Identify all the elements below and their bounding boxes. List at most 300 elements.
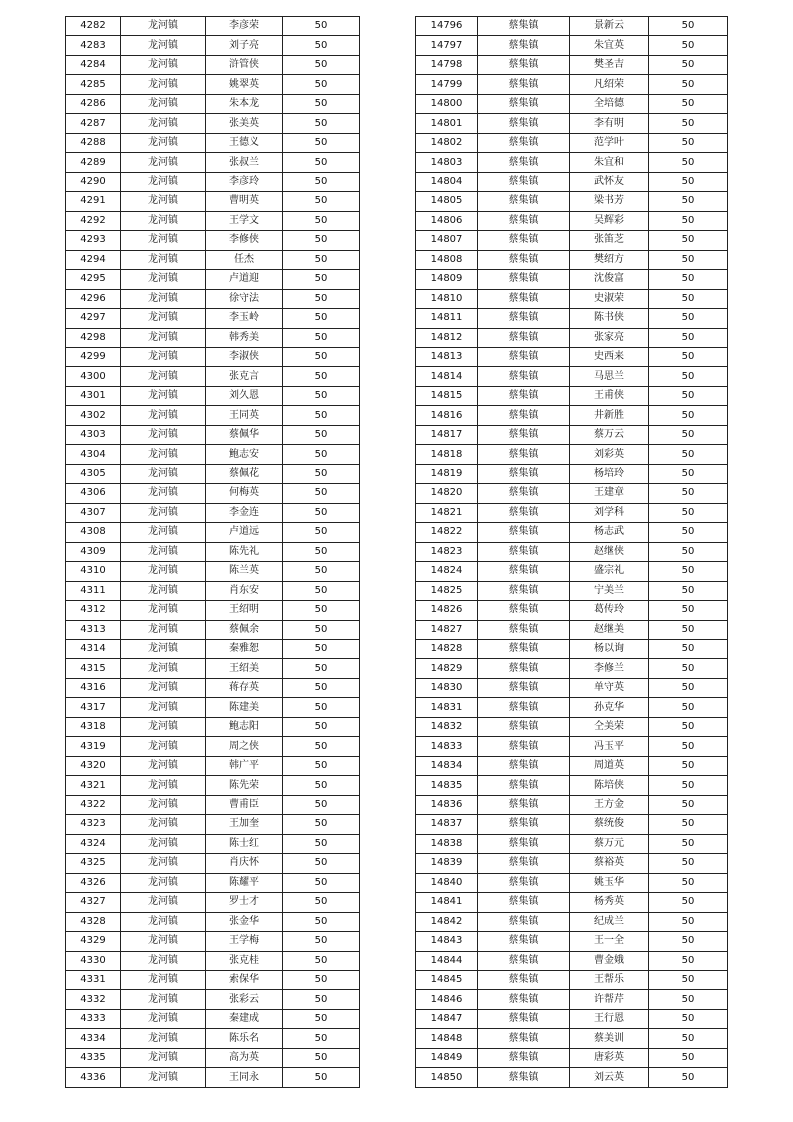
- table-row: [66, 1029, 360, 1048]
- person-name-cell: 仝美荣: [570, 717, 649, 736]
- amount-cell: 50: [283, 717, 360, 736]
- amount-cell: 50: [649, 94, 728, 113]
- town-cell: 蔡集镇: [478, 912, 570, 931]
- amount-cell: 50: [283, 192, 360, 211]
- town-cell: 蔡集镇: [478, 932, 570, 951]
- town-cell: 蔡集镇: [478, 484, 570, 503]
- serial-number-cell: 14813: [416, 347, 478, 366]
- town-cell: 蔡集镇: [478, 464, 570, 483]
- person-name-cell: 蔡美训: [570, 1029, 649, 1048]
- town-cell: 蔡集镇: [478, 367, 570, 386]
- amount-cell: 50: [649, 698, 728, 717]
- serial-number-cell: 14846: [416, 990, 478, 1009]
- town-cell: 蔡集镇: [478, 1029, 570, 1048]
- table-row: [66, 737, 360, 756]
- town-cell: 龙河镇: [121, 795, 206, 814]
- serial-number-cell: 14847: [416, 1009, 478, 1028]
- town-cell: 龙河镇: [121, 270, 206, 289]
- town-cell: 龙河镇: [121, 192, 206, 211]
- town-cell: 蔡集镇: [478, 523, 570, 542]
- person-name-cell: 周之侠: [206, 737, 283, 756]
- serial-number-cell: 4310: [66, 562, 121, 581]
- serial-number-cell: 14823: [416, 542, 478, 561]
- serial-number-cell: 4314: [66, 640, 121, 659]
- table-row: [416, 503, 728, 522]
- table-row: [66, 854, 360, 873]
- serial-number-cell: 4317: [66, 698, 121, 717]
- table-row: [416, 640, 728, 659]
- amount-cell: 50: [283, 153, 360, 172]
- person-name-cell: 张家亮: [570, 328, 649, 347]
- table-row: [416, 464, 728, 483]
- serial-number-cell: 4296: [66, 289, 121, 308]
- amount-cell: 50: [649, 932, 728, 951]
- town-cell: 蔡集镇: [478, 854, 570, 873]
- town-cell: 蔡集镇: [478, 192, 570, 211]
- person-name-cell: 杨以询: [570, 640, 649, 659]
- serial-number-cell: 4312: [66, 601, 121, 620]
- person-name-cell: 高为英: [206, 1048, 283, 1067]
- person-name-cell: 浒管侠: [206, 55, 283, 74]
- person-name-cell: 朱本龙: [206, 94, 283, 113]
- table-row: [66, 795, 360, 814]
- table-row: [416, 1048, 728, 1067]
- table-row: [66, 776, 360, 795]
- table-row: [66, 503, 360, 522]
- serial-number-cell: 4321: [66, 776, 121, 795]
- serial-number-cell: 14798: [416, 55, 478, 74]
- town-cell: 龙河镇: [121, 367, 206, 386]
- person-name-cell: 王建章: [570, 484, 649, 503]
- table-row: [66, 347, 360, 366]
- person-name-cell: 马思兰: [570, 367, 649, 386]
- town-cell: 龙河镇: [121, 36, 206, 55]
- town-cell: 蔡集镇: [478, 795, 570, 814]
- amount-cell: 50: [283, 1048, 360, 1067]
- town-cell: 龙河镇: [121, 133, 206, 152]
- town-cell: 蔡集镇: [478, 990, 570, 1009]
- table-row: [66, 893, 360, 912]
- person-name-cell: 王学文: [206, 211, 283, 230]
- amount-cell: 50: [649, 990, 728, 1009]
- serial-number-cell: 14840: [416, 873, 478, 892]
- amount-cell: 50: [283, 1029, 360, 1048]
- amount-cell: 50: [283, 562, 360, 581]
- serial-number-cell: 4291: [66, 192, 121, 211]
- amount-cell: 50: [649, 1029, 728, 1048]
- amount-cell: 50: [649, 756, 728, 775]
- town-cell: 龙河镇: [121, 231, 206, 250]
- serial-number-cell: 4320: [66, 756, 121, 775]
- serial-number-cell: 4308: [66, 523, 121, 542]
- person-name-cell: 王学梅: [206, 932, 283, 951]
- amount-cell: 50: [649, 445, 728, 464]
- amount-cell: 50: [649, 36, 728, 55]
- serial-number-cell: 14799: [416, 75, 478, 94]
- person-name-cell: 杨培玲: [570, 464, 649, 483]
- table-row: [66, 834, 360, 853]
- person-name-cell: 肖庆怀: [206, 854, 283, 873]
- person-name-cell: 卢道远: [206, 523, 283, 542]
- town-cell: 蔡集镇: [478, 231, 570, 250]
- table-row: [66, 94, 360, 113]
- amount-cell: 50: [283, 970, 360, 989]
- amount-cell: 50: [283, 133, 360, 152]
- person-name-cell: 陈士红: [206, 834, 283, 853]
- town-cell: 蔡集镇: [478, 445, 570, 464]
- serial-number-cell: 4330: [66, 951, 121, 970]
- serial-number-cell: 14848: [416, 1029, 478, 1048]
- amount-cell: 50: [649, 75, 728, 94]
- table-row: [66, 698, 360, 717]
- person-name-cell: 单守英: [570, 678, 649, 697]
- serial-number-cell: 4295: [66, 270, 121, 289]
- serial-number-cell: 14829: [416, 659, 478, 678]
- person-name-cell: 王加奎: [206, 815, 283, 834]
- table-row: [416, 970, 728, 989]
- serial-number-cell: 14831: [416, 698, 478, 717]
- serial-number-cell: 14807: [416, 231, 478, 250]
- table-row: [66, 250, 360, 269]
- person-name-cell: 刘久恩: [206, 386, 283, 405]
- serial-number-cell: 4327: [66, 893, 121, 912]
- amount-cell: 50: [649, 289, 728, 308]
- town-cell: 龙河镇: [121, 172, 206, 191]
- person-name-cell: 任杰: [206, 250, 283, 269]
- person-name-cell: 张叔兰: [206, 153, 283, 172]
- serial-number-cell: 14805: [416, 192, 478, 211]
- amount-cell: 50: [649, 776, 728, 795]
- town-cell: 龙河镇: [121, 250, 206, 269]
- amount-cell: 50: [283, 678, 360, 697]
- table-row: [416, 17, 728, 36]
- amount-cell: 50: [649, 815, 728, 834]
- serial-number-cell: 14808: [416, 250, 478, 269]
- person-name-cell: 周道英: [570, 756, 649, 775]
- person-name-cell: 冯玉平: [570, 737, 649, 756]
- table-row: [416, 484, 728, 503]
- person-name-cell: 刘子亮: [206, 36, 283, 55]
- table-row: [416, 94, 728, 113]
- serial-number-cell: 14815: [416, 386, 478, 405]
- town-cell: 蔡集镇: [478, 815, 570, 834]
- amount-cell: 50: [649, 17, 728, 36]
- person-name-cell: 许帮芹: [570, 990, 649, 1009]
- table-row: [66, 542, 360, 561]
- serial-number-cell: 4299: [66, 347, 121, 366]
- person-name-cell: 张克桂: [206, 951, 283, 970]
- town-cell: 蔡集镇: [478, 94, 570, 113]
- person-name-cell: 刘彩英: [570, 445, 649, 464]
- town-cell: 蔡集镇: [478, 347, 570, 366]
- person-name-cell: 张美英: [206, 114, 283, 133]
- town-cell: 蔡集镇: [478, 1048, 570, 1067]
- amount-cell: 50: [649, 542, 728, 561]
- amount-cell: 50: [649, 854, 728, 873]
- table-row: [416, 55, 728, 74]
- table-row: [416, 951, 728, 970]
- person-name-cell: 沈俊富: [570, 270, 649, 289]
- town-cell: 龙河镇: [121, 523, 206, 542]
- table-row: [416, 367, 728, 386]
- serial-number-cell: 4289: [66, 153, 121, 172]
- town-cell: 蔡集镇: [478, 834, 570, 853]
- town-cell: 龙河镇: [121, 503, 206, 522]
- town-cell: 龙河镇: [121, 328, 206, 347]
- serial-number-cell: 4313: [66, 620, 121, 639]
- serial-number-cell: 14814: [416, 367, 478, 386]
- person-name-cell: 盛宗礼: [570, 562, 649, 581]
- serial-number-cell: 14832: [416, 717, 478, 736]
- person-name-cell: 韩秀美: [206, 328, 283, 347]
- table-row: [416, 231, 728, 250]
- amount-cell: 50: [283, 484, 360, 503]
- town-cell: 龙河镇: [121, 990, 206, 1009]
- table-row: [66, 912, 360, 931]
- serial-number-cell: 14841: [416, 893, 478, 912]
- serial-number-cell: 4329: [66, 932, 121, 951]
- serial-number-cell: 4324: [66, 834, 121, 853]
- person-name-cell: 凡绍荣: [570, 75, 649, 94]
- town-cell: 蔡集镇: [478, 1009, 570, 1028]
- serial-number-cell: 4292: [66, 211, 121, 230]
- table-row: [416, 717, 728, 736]
- amount-cell: 50: [649, 192, 728, 211]
- town-cell: 龙河镇: [121, 601, 206, 620]
- serial-number-cell: 14827: [416, 620, 478, 639]
- town-cell: 龙河镇: [121, 542, 206, 561]
- town-cell: 蔡集镇: [478, 951, 570, 970]
- town-cell: 蔡集镇: [478, 55, 570, 74]
- table-row: [66, 386, 360, 405]
- table-row: [416, 328, 728, 347]
- town-cell: 龙河镇: [121, 562, 206, 581]
- table-row: [66, 990, 360, 1009]
- table-row: [66, 717, 360, 736]
- town-cell: 龙河镇: [121, 640, 206, 659]
- amount-cell: 50: [649, 406, 728, 425]
- amount-cell: 50: [283, 367, 360, 386]
- amount-cell: 50: [649, 114, 728, 133]
- amount-cell: 50: [649, 678, 728, 697]
- amount-cell: 50: [649, 386, 728, 405]
- amount-cell: 50: [283, 172, 360, 191]
- amount-cell: 50: [649, 153, 728, 172]
- town-cell: 蔡集镇: [478, 328, 570, 347]
- town-cell: 蔡集镇: [478, 678, 570, 697]
- amount-cell: 50: [283, 893, 360, 912]
- table-row: [416, 406, 728, 425]
- serial-number-cell: 14828: [416, 640, 478, 659]
- amount-cell: 50: [649, 328, 728, 347]
- person-name-cell: 曹明英: [206, 192, 283, 211]
- serial-number-cell: 4311: [66, 581, 121, 600]
- serial-number-cell: 14822: [416, 523, 478, 542]
- amount-cell: 50: [649, 211, 728, 230]
- table-row: [416, 425, 728, 444]
- table-row: [66, 484, 360, 503]
- amount-cell: 50: [649, 133, 728, 152]
- table-row: [416, 756, 728, 775]
- person-name-cell: 张金华: [206, 912, 283, 931]
- person-name-cell: 蔡佩华: [206, 425, 283, 444]
- town-cell: 蔡集镇: [478, 114, 570, 133]
- town-cell: 蔡集镇: [478, 659, 570, 678]
- town-cell: 龙河镇: [121, 893, 206, 912]
- town-cell: 龙河镇: [121, 425, 206, 444]
- town-cell: 蔡集镇: [478, 503, 570, 522]
- table-row: [66, 55, 360, 74]
- person-name-cell: 张笛芝: [570, 231, 649, 250]
- serial-number-cell: 14849: [416, 1048, 478, 1067]
- person-name-cell: 蔡佩花: [206, 464, 283, 483]
- serial-number-cell: 4328: [66, 912, 121, 931]
- serial-number-cell: 4288: [66, 133, 121, 152]
- serial-number-cell: 4303: [66, 425, 121, 444]
- person-name-cell: 宁美兰: [570, 581, 649, 600]
- table-row: [66, 75, 360, 94]
- town-cell: 龙河镇: [121, 1048, 206, 1067]
- table-row: [66, 172, 360, 191]
- amount-cell: 50: [283, 425, 360, 444]
- amount-cell: 50: [649, 503, 728, 522]
- table-row: [416, 192, 728, 211]
- serial-number-cell: 4297: [66, 309, 121, 328]
- amount-cell: 50: [283, 328, 360, 347]
- town-cell: 龙河镇: [121, 17, 206, 36]
- table-row: [416, 347, 728, 366]
- town-cell: 蔡集镇: [478, 386, 570, 405]
- person-name-cell: 蒋存英: [206, 678, 283, 697]
- person-name-cell: 秦建成: [206, 1009, 283, 1028]
- serial-number-cell: 4285: [66, 75, 121, 94]
- left-roster-table: [65, 16, 360, 1088]
- table-row: [66, 309, 360, 328]
- table-row: [416, 620, 728, 639]
- person-name-cell: 陈兰英: [206, 562, 283, 581]
- serial-number-cell: 14806: [416, 211, 478, 230]
- amount-cell: 50: [649, 464, 728, 483]
- town-cell: 蔡集镇: [478, 425, 570, 444]
- amount-cell: 50: [283, 1068, 360, 1087]
- town-cell: 龙河镇: [121, 873, 206, 892]
- serial-number-cell: 14825: [416, 581, 478, 600]
- town-cell: 蔡集镇: [478, 970, 570, 989]
- table-row: [66, 231, 360, 250]
- town-cell: 蔡集镇: [478, 289, 570, 308]
- town-cell: 蔡集镇: [478, 620, 570, 639]
- person-name-cell: 蔡统俊: [570, 815, 649, 834]
- amount-cell: 50: [649, 893, 728, 912]
- town-cell: 龙河镇: [121, 581, 206, 600]
- table-row: [66, 932, 360, 951]
- town-cell: 蔡集镇: [478, 893, 570, 912]
- amount-cell: 50: [649, 795, 728, 814]
- serial-number-cell: 14818: [416, 445, 478, 464]
- town-cell: 蔡集镇: [478, 1068, 570, 1087]
- town-cell: 龙河镇: [121, 94, 206, 113]
- serial-number-cell: 4334: [66, 1029, 121, 1048]
- serial-number-cell: 4287: [66, 114, 121, 133]
- person-name-cell: 李有明: [570, 114, 649, 133]
- person-name-cell: 韩广平: [206, 756, 283, 775]
- person-name-cell: 唐彩英: [570, 1048, 649, 1067]
- table-row: [66, 581, 360, 600]
- amount-cell: 50: [283, 211, 360, 230]
- serial-number-cell: 4325: [66, 854, 121, 873]
- table-row: [66, 270, 360, 289]
- person-name-cell: 鲍志安: [206, 445, 283, 464]
- table-row: [416, 250, 728, 269]
- serial-number-cell: 4318: [66, 717, 121, 736]
- amount-cell: 50: [649, 970, 728, 989]
- serial-number-cell: 4304: [66, 445, 121, 464]
- town-cell: 龙河镇: [121, 445, 206, 464]
- table-row: [416, 153, 728, 172]
- person-name-cell: 蔡万云: [570, 425, 649, 444]
- person-name-cell: 全培德: [570, 94, 649, 113]
- serial-number-cell: 4293: [66, 231, 121, 250]
- amount-cell: 50: [283, 406, 360, 425]
- amount-cell: 50: [649, 523, 728, 542]
- town-cell: 龙河镇: [121, 464, 206, 483]
- person-name-cell: 杨秀英: [570, 893, 649, 912]
- amount-cell: 50: [649, 172, 728, 191]
- table-row: [66, 620, 360, 639]
- town-cell: 龙河镇: [121, 114, 206, 133]
- person-name-cell: 徐守法: [206, 289, 283, 308]
- table-row: [416, 990, 728, 1009]
- person-name-cell: 史淑荣: [570, 289, 649, 308]
- table-row: [416, 114, 728, 133]
- amount-cell: 50: [283, 289, 360, 308]
- amount-cell: 50: [649, 659, 728, 678]
- amount-cell: 50: [649, 834, 728, 853]
- serial-number-cell: 14833: [416, 737, 478, 756]
- amount-cell: 50: [649, 562, 728, 581]
- town-cell: 龙河镇: [121, 386, 206, 405]
- serial-number-cell: 14797: [416, 36, 478, 55]
- person-name-cell: 梁书芳: [570, 192, 649, 211]
- amount-cell: 50: [283, 523, 360, 542]
- amount-cell: 50: [649, 951, 728, 970]
- amount-cell: 50: [283, 250, 360, 269]
- table-row: [66, 192, 360, 211]
- serial-number-cell: 14816: [416, 406, 478, 425]
- amount-cell: 50: [283, 1009, 360, 1028]
- serial-number-cell: 14834: [416, 756, 478, 775]
- person-name-cell: 蔡佩余: [206, 620, 283, 639]
- person-name-cell: 井新胜: [570, 406, 649, 425]
- table-row: [66, 815, 360, 834]
- amount-cell: 50: [283, 231, 360, 250]
- serial-number-cell: 14812: [416, 328, 478, 347]
- person-name-cell: 吴辉彩: [570, 211, 649, 230]
- town-cell: 蔡集镇: [478, 776, 570, 795]
- table-row: [66, 211, 360, 230]
- table-row: [66, 328, 360, 347]
- town-cell: 蔡集镇: [478, 17, 570, 36]
- table-row: [416, 309, 728, 328]
- town-cell: 龙河镇: [121, 854, 206, 873]
- person-name-cell: 李玉岭: [206, 309, 283, 328]
- serial-number-cell: 14820: [416, 484, 478, 503]
- serial-number-cell: 14835: [416, 776, 478, 795]
- person-name-cell: 姚玉华: [570, 873, 649, 892]
- person-name-cell: 王绍美: [206, 659, 283, 678]
- table-row: [66, 445, 360, 464]
- table-row: [416, 562, 728, 581]
